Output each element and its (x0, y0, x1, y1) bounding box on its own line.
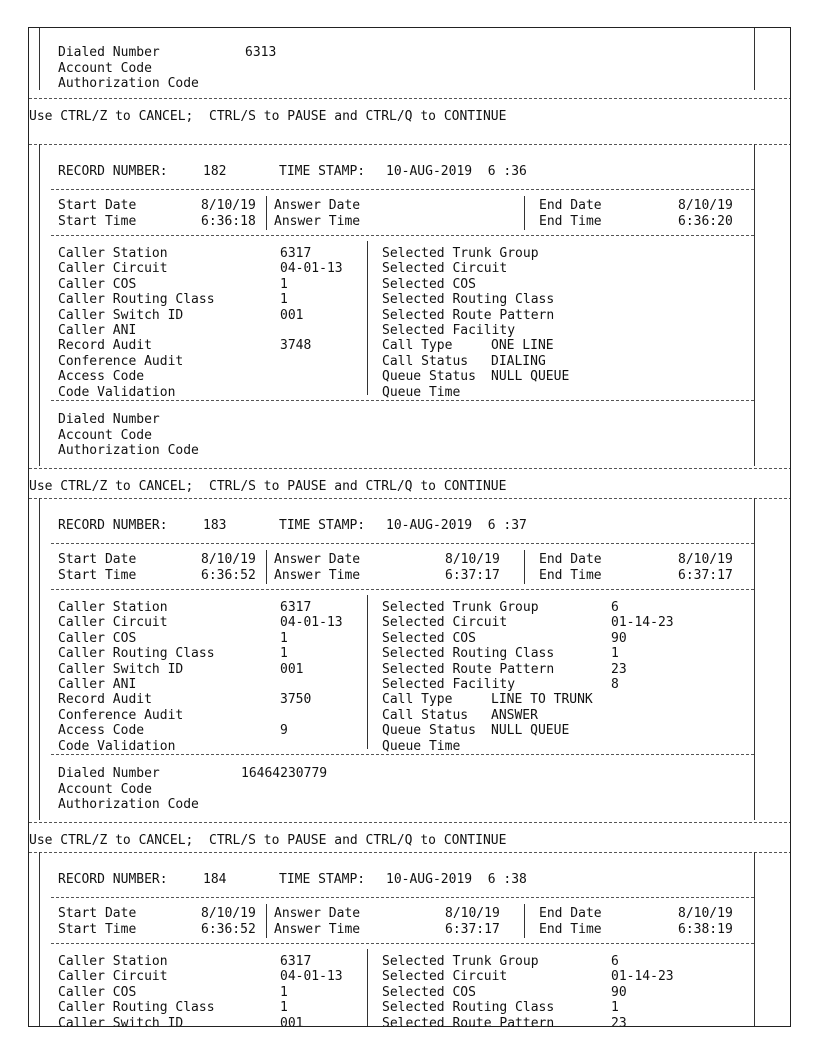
caller-switch-id-label: Caller Switch ID (58, 1015, 184, 1027)
caller-switch-id-label: Caller Switch ID (58, 307, 184, 323)
code-validation-label: Code Validation (58, 738, 176, 754)
report-page (28, 27, 791, 1027)
end-date-label: End Date (539, 906, 602, 921)
caller-routing-class-value: 1 (280, 292, 288, 308)
selected-route-pattern-value: 23 (611, 661, 627, 677)
end-date-value: 8/10/19 (678, 552, 733, 567)
record-number-value: 184 (203, 872, 227, 887)
end-date-label: End Date (539, 552, 602, 567)
end-date-value: 8/10/19 (678, 906, 733, 921)
record-audit-label: Record Audit (58, 692, 152, 708)
dialed-number-label: Dialed Number (58, 45, 160, 60)
end-time-label: End Time (539, 922, 602, 937)
selected-trunk-group-label: Selected Trunk Group (382, 246, 539, 261)
start-date-label: Start Date (58, 552, 137, 567)
queue-status-label: Queue Status (382, 723, 476, 739)
record-number-label: RECORD NUMBER: (58, 164, 168, 179)
queue-time-label: Queue Time (382, 384, 461, 400)
selected-route-pattern-label: Selected Route Pattern (382, 661, 555, 677)
answer-date-label: Answer Date (274, 906, 361, 921)
caller-switch-id-value: 001 (280, 307, 304, 323)
selected-cos-value: 90 (611, 984, 627, 1000)
dialed-number-value: 6313 (245, 45, 277, 60)
instruction-line: Use CTRL/Z to CANCEL; CTRL/S to PAUSE and CTRL/Q to CONTINUE (29, 479, 507, 494)
caller-cos-label: Caller COS (58, 630, 137, 646)
caller-routing-class-label: Caller Routing Class (58, 646, 215, 662)
queue-status-value: NULL QUEUE (491, 723, 570, 739)
end-date-label: End Date (539, 198, 602, 213)
caller-cos-label: Caller COS (58, 984, 137, 1000)
call-type-label: Call Type (382, 338, 453, 354)
selected-routing-class-label: Selected Routing Class (382, 292, 555, 308)
authorization-code-label: Authorization Code (58, 443, 199, 458)
caller-circuit-value: 04-01-13 (280, 969, 343, 985)
selected-route-pattern-label: Selected Route Pattern (382, 1015, 555, 1027)
selected-route-pattern-value: 23 (611, 1015, 627, 1027)
queue-status-value: NULL QUEUE (491, 369, 570, 385)
end-time-value: 6:38:19 (678, 922, 733, 937)
answer-time-value: 6:37:17 (445, 568, 500, 583)
start-time-label: Start Time (58, 922, 137, 937)
caller-routing-class-value: 1 (280, 1000, 288, 1016)
dialed-number-value: 16464230779 (241, 766, 328, 781)
caller-station-label: Caller Station (58, 600, 168, 615)
call-type-label: Call Type (382, 692, 453, 708)
answer-date-label: Answer Date (274, 198, 361, 213)
call-status-label: Call Status (382, 707, 469, 723)
conference-audit-label: Conference Audit (58, 707, 184, 723)
selected-routing-class-label: Selected Routing Class (382, 1000, 555, 1016)
caller-station-label: Caller Station (58, 246, 168, 261)
code-validation-label: Code Validation (58, 384, 176, 400)
caller-station-value: 6317 (280, 246, 312, 261)
start-time-value: 6:36:18 (201, 214, 256, 229)
caller-routing-class-label: Caller Routing Class (58, 292, 215, 308)
instruction-line: Use CTRL/Z to CANCEL; CTRL/S to PAUSE and CTRL/Q to CONTINUE (29, 833, 507, 848)
start-time-label: Start Time (58, 214, 137, 229)
caller-circuit-value: 04-01-13 (280, 261, 343, 277)
selected-circuit-label: Selected Circuit (382, 261, 508, 277)
selected-circuit-label: Selected Circuit (382, 615, 508, 631)
answer-time-label: Answer Time (274, 922, 361, 937)
call-type-value: ONE LINE (491, 338, 554, 354)
dialed-number-label: Dialed Number (58, 412, 160, 427)
answer-time-label: Answer Time (274, 214, 361, 229)
answer-date-value: 8/10/19 (445, 906, 500, 921)
caller-cos-label: Caller COS (58, 276, 137, 292)
end-time-label: End Time (539, 568, 602, 583)
call-record (29, 144, 791, 494)
start-date-value: 8/10/19 (201, 552, 256, 567)
account-code-label: Account Code (58, 428, 152, 443)
selected-trunk-group-value: 6 (611, 954, 619, 969)
selected-facility-label: Selected Facility (382, 323, 516, 338)
authorization-code-label: Authorization Code (58, 76, 199, 91)
start-time-value: 6:36:52 (201, 568, 256, 583)
caller-switch-id-value: 001 (280, 1015, 304, 1027)
caller-cos-value: 1 (280, 984, 288, 1000)
record-audit-label: Record Audit (58, 338, 152, 354)
call-record (29, 852, 791, 1027)
end-date-value: 8/10/19 (678, 198, 733, 213)
end-time-value: 6:37:17 (678, 568, 733, 583)
caller-station-value: 6317 (280, 600, 312, 615)
selected-routing-class-value: 1 (611, 646, 619, 662)
start-date-value: 8/10/19 (201, 198, 256, 213)
selected-circuit-label: Selected Circuit (382, 969, 508, 985)
time-stamp-value: 10-AUG-2019 6 :38 (386, 872, 527, 887)
access-code-label: Access Code (58, 723, 145, 739)
selected-facility-label: Selected Facility (382, 677, 516, 692)
caller-circuit-label: Caller Circuit (58, 969, 168, 985)
call-status-value: ANSWER (491, 707, 538, 723)
call-record (29, 498, 791, 848)
start-time-value: 6:36:52 (201, 922, 256, 937)
access-code-value: 9 (280, 723, 288, 739)
start-time-label: Start Time (58, 568, 137, 583)
record-number-value: 182 (203, 164, 227, 179)
call-type-value: LINE TO TRUNK (491, 692, 593, 708)
caller-switch-id-value: 001 (280, 661, 304, 677)
end-time-label: End Time (539, 214, 602, 229)
access-code-label: Access Code (58, 369, 145, 385)
caller-circuit-value: 04-01-13 (280, 615, 343, 631)
caller-circuit-label: Caller Circuit (58, 615, 168, 631)
selected-facility-value: 8 (611, 677, 619, 692)
answer-date-label: Answer Date (274, 552, 361, 567)
selected-trunk-group-label: Selected Trunk Group (382, 600, 539, 615)
selected-routing-class-label: Selected Routing Class (382, 646, 555, 662)
selected-trunk-group-label: Selected Trunk Group (382, 954, 539, 969)
caller-circuit-label: Caller Circuit (58, 261, 168, 277)
caller-cos-value: 1 (280, 276, 288, 292)
conference-audit-label: Conference Audit (58, 353, 184, 369)
call-status-label: Call Status (382, 353, 469, 369)
selected-cos-label: Selected COS (382, 984, 476, 1000)
time-stamp-label: TIME STAMP: (279, 164, 366, 179)
start-date-label: Start Date (58, 198, 137, 213)
call-status-value: DIALING (491, 353, 546, 369)
account-code-label: Account Code (58, 61, 152, 76)
caller-cos-value: 1 (280, 630, 288, 646)
dialed-number-label: Dialed Number (58, 766, 160, 781)
caller-station-value: 6317 (280, 954, 312, 969)
selected-trunk-group-value: 6 (611, 600, 619, 615)
end-time-value: 6:36:20 (678, 214, 733, 229)
time-stamp-value: 10-AUG-2019 6 :37 (386, 518, 527, 533)
selected-circuit-value: 01-14-23 (611, 615, 674, 631)
selected-cos-value: 90 (611, 630, 627, 646)
queue-time-label: Queue Time (382, 738, 461, 754)
selected-circuit-value: 01-14-23 (611, 969, 674, 985)
caller-switch-id-label: Caller Switch ID (58, 661, 184, 677)
record-number-label: RECORD NUMBER: (58, 518, 168, 533)
answer-date-value: 8/10/19 (445, 552, 500, 567)
selected-routing-class-value: 1 (611, 1000, 619, 1016)
start-date-label: Start Date (58, 906, 137, 921)
caller-station-label: Caller Station (58, 954, 168, 969)
account-code-label: Account Code (58, 782, 152, 797)
record-number-label: RECORD NUMBER: (58, 872, 168, 887)
answer-time-label: Answer Time (274, 568, 361, 583)
caller-routing-class-label: Caller Routing Class (58, 1000, 215, 1016)
time-stamp-label: TIME STAMP: (279, 518, 366, 533)
caller-ani-label: Caller ANI (58, 323, 137, 338)
instruction-line: Use CTRL/Z to CANCEL; CTRL/S to PAUSE and CTRL/Q to CONTINUE (29, 109, 507, 124)
record-audit-value: 3750 (280, 692, 312, 708)
record-number-value: 183 (203, 518, 227, 533)
caller-routing-class-value: 1 (280, 646, 288, 662)
record-audit-value: 3748 (280, 338, 312, 354)
caller-ani-label: Caller ANI (58, 677, 137, 692)
selected-cos-label: Selected COS (382, 276, 476, 292)
start-date-value: 8/10/19 (201, 906, 256, 921)
time-stamp-label: TIME STAMP: (279, 872, 366, 887)
time-stamp-value: 10-AUG-2019 6 :36 (386, 164, 527, 179)
selected-cos-label: Selected COS (382, 630, 476, 646)
authorization-code-label: Authorization Code (58, 797, 199, 812)
answer-time-value: 6:37:17 (445, 922, 500, 937)
queue-status-label: Queue Status (382, 369, 476, 385)
selected-route-pattern-label: Selected Route Pattern (382, 307, 555, 323)
